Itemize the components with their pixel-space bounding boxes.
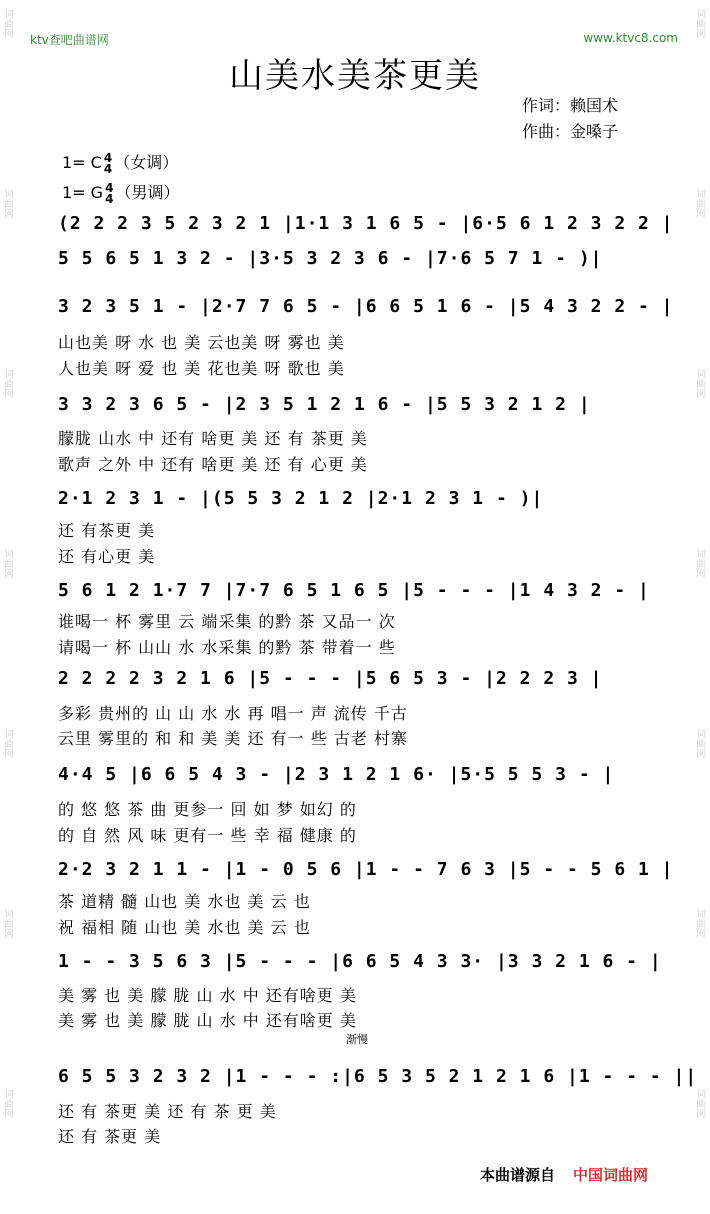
lyric-line: 谁喝一 杯 雾里 云 端采集 的黔 茶 又品一 次 — [58, 612, 396, 631]
notation-row: 4·4 5 |6 6 5 4 3 - |2 3 1 2 1 6· |5·5 5 5 3 - | — [58, 764, 615, 785]
watermark: 词曲网 — [696, 370, 706, 400]
lyric-line: 还 有心更 美 — [58, 547, 156, 566]
footer-brand: 中国词曲网 — [573, 1166, 649, 1184]
notation-row: 2·2 3 2 1 1 - |1 - 0 5 6 |1 - - 7 6 3 |5 - - 5 6 1 | — [58, 859, 674, 880]
lyric-line: 的 自 然 风 味 更有一 些 幸 福 健康 的 — [58, 826, 357, 845]
watermark: 词曲网 — [4, 730, 14, 760]
notation-row: 6 5 5 3 2 3 2 |1 - - - :|6 5 3 5 2 1 2 1 6 |1 - - - || — [58, 1066, 698, 1087]
lyric-line: 歌声 之外 中 还有 啥更 美 还 有 心更 美 — [58, 455, 368, 474]
watermark: 词曲网 — [696, 730, 706, 760]
notation-row: (2 2 2 3 5 2 3 2 1 |1·1 3 1 6 5 - |6·5 6 1 2 3 2 2 | — [58, 213, 674, 234]
key-signature-male: 1= G 4 4 （男调） — [62, 180, 180, 206]
footer-source-label: 本曲谱源自 — [480, 1166, 556, 1184]
notation-row: 2 2 2 2 3 2 1 6 |5 - - - |5 6 5 3 - |2 2 2 3 | — [58, 668, 603, 689]
tempo-marking: 渐慢 — [346, 1033, 368, 1046]
lyric-line: 还 有 茶更 美 — [58, 1127, 162, 1146]
watermark: 词曲网 — [696, 550, 706, 580]
site-url-right: www.ktvc8.com — [583, 31, 678, 45]
watermark: 词曲网 — [696, 910, 706, 940]
lyric-line: 的 悠 悠 茶 曲 更参一 回 如 梦 如幻 的 — [58, 800, 357, 819]
watermark: 词曲网 — [696, 190, 706, 220]
lyric-line: 美 雾 也 美 朦 胧 山 水 中 还有啥更 美 — [58, 1011, 357, 1030]
lyric-line: 茶 道精 髓 山也 美 水也 美 云 也 — [58, 892, 311, 911]
lyric-line: 请喝一 杯 山山 水 水采集 的黔 茶 带着一 些 — [58, 638, 396, 657]
lyric-line: 还 有茶更 美 — [58, 521, 156, 540]
lyric-line: 山也美 呀 水 也 美 云也美 呀 雾也 美 — [58, 333, 345, 352]
lyricist-credit: 作词：赖国术 — [522, 96, 619, 115]
site-name-left: ktv查吧曲谱网 — [30, 33, 109, 47]
lyric-line: 朦胧 山水 中 还有 啥更 美 还 有 茶更 美 — [58, 429, 368, 448]
footer-source — [480, 1164, 648, 1185]
lyric-line: 人也美 呀 爱 也 美 花也美 呀 歌也 美 — [58, 359, 345, 378]
key-signature-female: 1= C 4 4 （女调） — [62, 150, 179, 176]
notation-row: 2·1 2 3 1 - |(5 5 3 2 1 2 |2·1 2 3 1 - )| — [58, 488, 544, 509]
watermark: 词曲网 — [696, 1090, 706, 1120]
notation-row: 3 2 3 5 1 - |2·7 7 6 5 - |6 6 5 1 6 - |5 4 3 2 2 - | — [58, 296, 674, 317]
notation-row: 1 - - 3 5 6 3 |5 - - - |6 6 5 4 3 3· |3 3 2 1 6 - | — [58, 951, 662, 972]
watermark: 词曲网 — [4, 550, 14, 580]
lyric-line: 云里 雾里的 和 和 美 美 还 有一 些 古老 村寨 — [58, 729, 408, 748]
watermark: 词曲网 — [4, 190, 14, 220]
lyric-line: 祝 福相 随 山也 美 水也 美 云 也 — [58, 918, 311, 937]
lyric-line: 美 雾 也 美 朦 胧 山 水 中 还有啥更 美 — [58, 986, 357, 1005]
watermark: 词曲网 — [4, 1090, 14, 1120]
lyric-line: 多彩 贵州的 山 山 水 水 再 唱一 声 流传 千古 — [58, 704, 408, 723]
song-title: 山美水美茶更美 — [229, 56, 481, 96]
notation-row: 5 5 6 5 1 3 2 - |3·5 3 2 3 6 - |7·6 5 7 1 - )| — [58, 248, 603, 269]
notation-row: 5 6 1 2 1·7 7 |7·7 6 5 1 6 5 |5 - - - |1 4 3 2 - | — [58, 580, 650, 601]
watermark: 词曲网 — [696, 10, 706, 40]
lyric-line: 还 有 茶更 美 还 有 茶 更 美 — [58, 1102, 277, 1121]
watermark: 词曲网 — [4, 10, 14, 40]
watermark: 词曲网 — [4, 370, 14, 400]
notation-row: 3 3 2 3 6 5 - |2 3 5 1 2 1 6 - |5 5 3 2 1 2 | — [58, 394, 591, 415]
watermark: 词曲网 — [4, 910, 14, 940]
composer-credit: 作曲：金嗓子 — [522, 122, 619, 141]
